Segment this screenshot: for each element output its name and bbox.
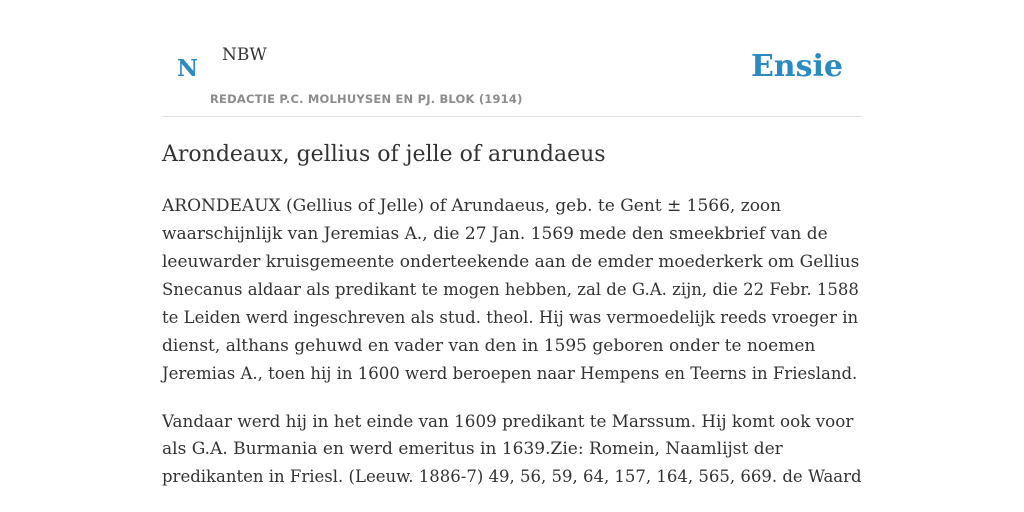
text-line: te Leiden werd ingeschreven als stud. theol. Hij was vermoedelijk reeds vroeger in — [162, 308, 859, 327]
text-line: leeuwarder kruisgemeente onderteekende aan de emder moederkerk om Gellius — [162, 252, 860, 272]
article-body — [162, 192, 862, 510]
source-subtitle: REDACTIE P.C. MOLHUYSEN EN PJ. BLOK (1914) — [210, 92, 523, 106]
article-paragraph — [162, 407, 862, 491]
text-line: als G.A. Burmania en werd emeritus in 1639.Zie: Romein, Naamlijst der — [162, 439, 783, 459]
text-line: predikanten in Friesl. (Leeuw. 1886-7) 49, 56, 59, 64, 157, 164, 565, 669. de Waard — [162, 467, 862, 486]
article-paragraph — [162, 192, 862, 388]
text-line: dienst, althans gehuwd en vader van den in 1595 geboren onder te noemen — [162, 336, 816, 356]
text-line: Jeremias A., toen hij in 1600 werd beroepen naar Hempens en Teerns in Friesland. — [162, 364, 858, 383]
text-line: Snecanus aldaar als predikant te mogen hebben, zal de G.A. zijn, die 22 Febr. 1588 — [162, 280, 859, 299]
text-line: waarschijnlijk van Jeremias A., die 27 Jan. 1569 mede den smeekbrief van de — [162, 224, 828, 244]
source-header — [162, 0, 862, 117]
text-line: ARONDEAUX (Gellius of Jelle) of Arundaeus, geb. te Gent ± 1566, zoon — [162, 196, 782, 216]
article-title: Arondeaux, gellius of jelle of arundaeus — [162, 142, 606, 167]
text-line: Vandaar werd hij in het einde van 1609 predikant te Marssum. Hij komt ook voor — [162, 411, 854, 431]
source-logo-icon[interactable]: N — [177, 55, 199, 82]
source-name-link[interactable]: NBW — [222, 45, 267, 65]
brand-logo-link[interactable]: Ensie — [750, 49, 843, 84]
